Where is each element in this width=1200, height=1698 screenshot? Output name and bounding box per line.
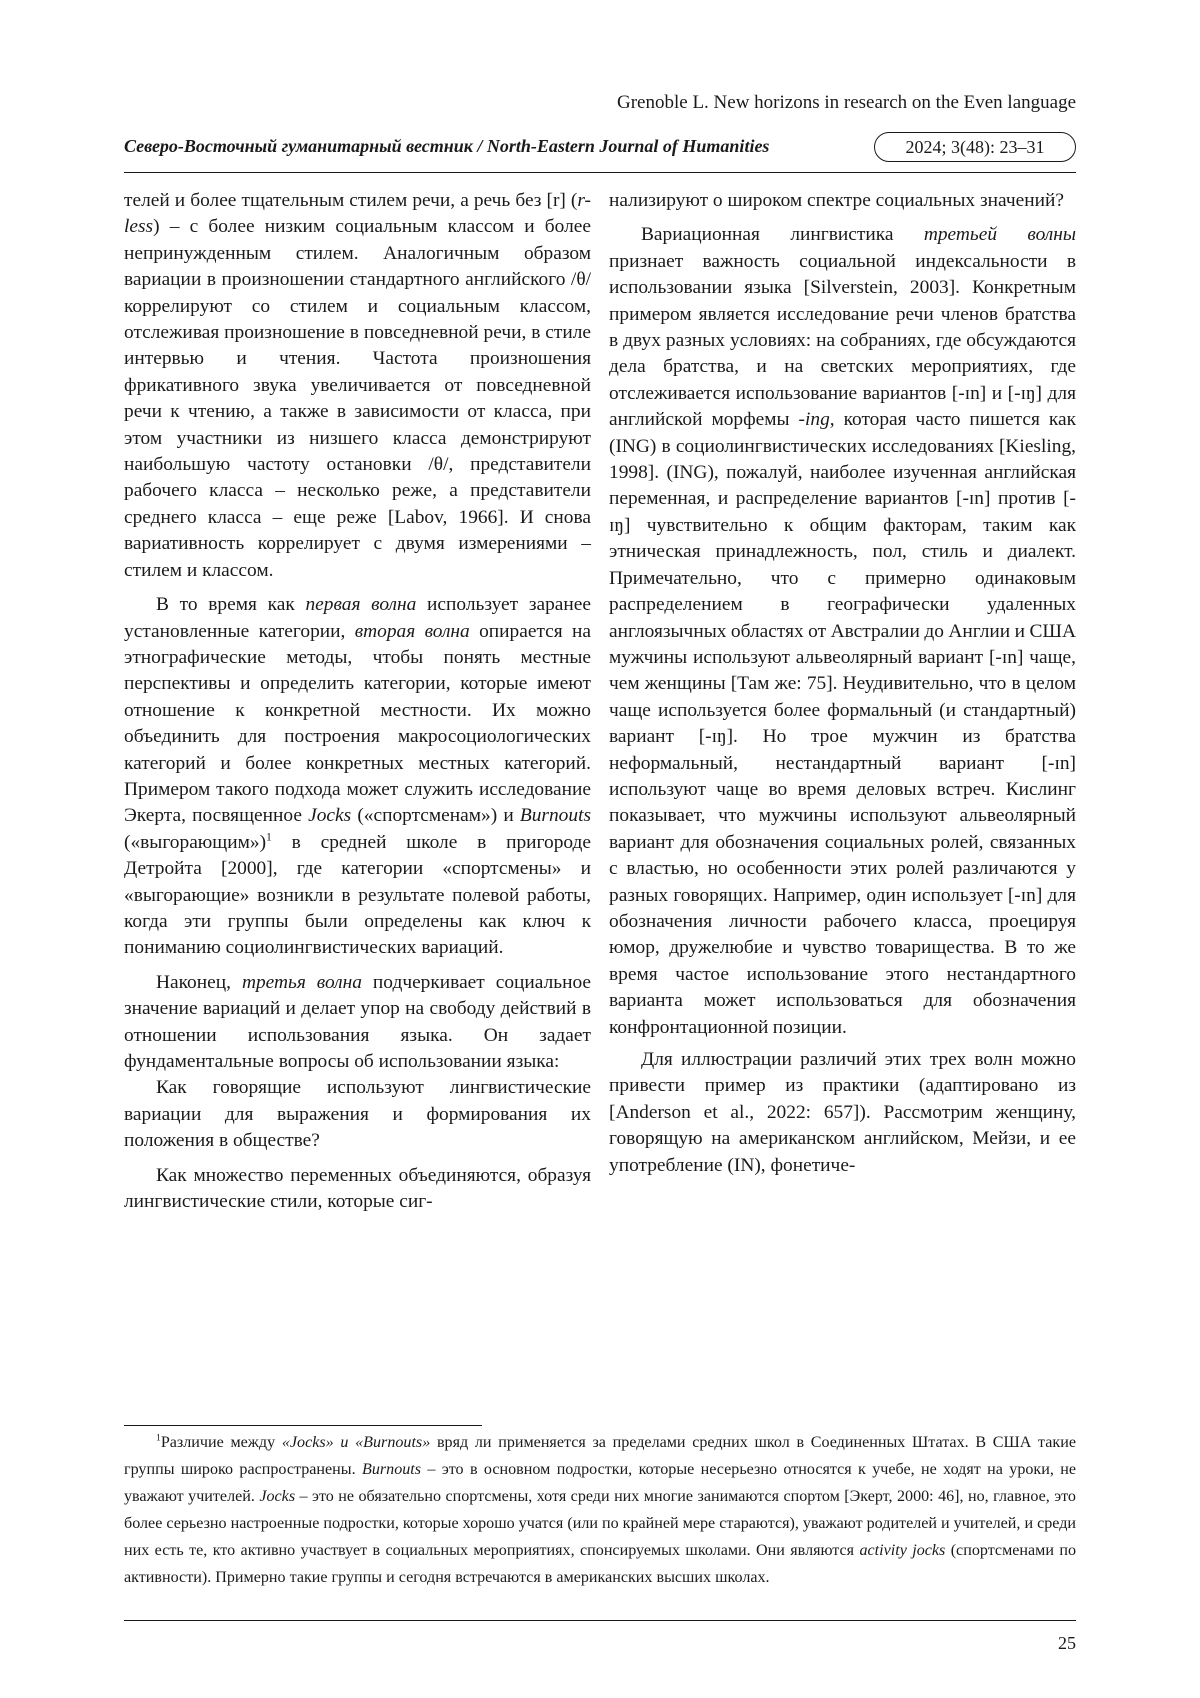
text-run: признает важность социальной индексальности в использовании языка [Silverstein, 2003]. Конкретным примером является исследование речи членов братства в двух разных условиях: на собраниях, где обсуждаются дела братства, и на светских мероприятиях, где отслеживается использование вариантов [-ɪn] и [-ɪŋ] для английской морфемы: [609, 250, 1076, 431]
text-run: вряд ли применяется за пределами средних школ в Соединенных Штатах. В США такие группы широко распространены.: [124, 1434, 1076, 1478]
text-run: – это не обязательно спортсмены, хотя среди них многие занимаются спортом [Экерт, 2000: 46], но, главное, это более серьезно настроенные подростки, которые хорошо учатся (или по крайней мере стараются), уважают родителей и учителей, и среди них есть те, кто активно участвует в социальных мероприятиях, спонсируемых школами. Они являются: [124, 1488, 1077, 1559]
italic-run: Jocks: [308, 805, 352, 827]
text-run: в средней школе в пригороде Детройта [2000], где категории «спортсмены» и «выгорающие» возникли в результате полевой работы, когда эти группы были определены как ключ к пониманию социолингвистических вариаций.: [124, 831, 591, 959]
italic-run: Jocks: [259, 1488, 296, 1505]
text-run: Наконец,: [156, 971, 242, 993]
italic-run: вторая волна: [354, 620, 470, 642]
italic-run: -ing: [798, 409, 830, 431]
italic-run: Burnouts: [519, 805, 591, 827]
journal-title: Северо-Восточный гуманитарный вестник / North-Eastern Journal of Humanities: [124, 136, 770, 156]
text-run: («спортсменам») и: [351, 805, 520, 827]
running-head: Grenoble L. New horizons in research on the Even language: [617, 92, 1076, 113]
issue-badge: 2024; 3(48): 23–31: [874, 132, 1076, 162]
text-run: Вариационная лингвистика: [641, 224, 924, 246]
paragraph: [609, 188, 1076, 214]
text-run: Различие между: [160, 1434, 282, 1451]
left-column: [124, 188, 591, 1215]
right-column: [609, 188, 1076, 1179]
text-run: телей и более тщательным стилем речи, а речь без [r] (: [124, 190, 578, 211]
paragraph: [124, 1075, 591, 1154]
text-run: подчеркивает социальное значение вариаций и делает упор на свободу действий в отношении использования языка. Он задает фундаментальные вопросы об использовании языка:: [124, 971, 591, 1072]
text-run: использует заранее установленные категории,: [124, 594, 591, 642]
italic-run: r-less: [124, 190, 591, 238]
footnote-marker: 1: [266, 830, 272, 844]
text-run: опирается на этнографические методы, чтобы понять местные перспективы и определить категории, которые имеют отношение к конкретной местности. Их можно объединить для построения макросоциологических категорий и более конкретных местных категорий. Примером такого подхода может служить исследование Экерта, посвященное: [124, 620, 592, 827]
paragraph: [124, 188, 591, 584]
footer-rule: [124, 1620, 1076, 1621]
paragraph: [124, 1163, 591, 1216]
text-run: – это в основном подростки, которые несерьезно относятся к учебе, не ходят на уроки, не уважают учителей.: [124, 1461, 1076, 1505]
journal-header: [124, 130, 1076, 170]
text-run: Как множество переменных объединяются, образуя лингвистические стили, которые сиг-: [124, 1164, 591, 1213]
paragraph: [609, 1047, 1076, 1179]
footnote-text: [124, 1429, 1076, 1591]
italic-run: третья волна: [241, 971, 362, 993]
italic-run: activity jocks: [859, 1542, 946, 1559]
italic-run: Burnouts: [362, 1461, 422, 1478]
footnote-rule: [124, 1425, 482, 1426]
page-number: 25: [1058, 1633, 1076, 1653]
footnote-marker: 1: [156, 1432, 161, 1444]
text-run: Для иллюстрации различий этих трех волн можно привести пример из практики (адаптировано из [Anderson et al., 2022: 657]). Рассмотрим женщину, говорящую на американском английском, Мейзи, и ее употребление (IN), фонетиче-: [609, 1049, 1076, 1176]
italic-run: третьей волны: [923, 224, 1076, 246]
text-run: ) – с более низким социальным классом и более непринужденным стилем. Аналогичным образом вариации в произношении стандартного английского /θ/ коррелируют со стилем и социальным классом, отслеживая произношение в повседневной речи, в стиле интервью и чтения. Частота произношения фрикативного звука увеличивается от повседневной речи к чтению, а также в зависимости от класса, при этом участники из низшего класса демонстрируют наибольшую частоту остановки /θ/, представители рабочего класса – несколько реже, а представители среднего класса – еще реже [Labov, 1966]. И снова вариативность коррелирует с двумя измерениями – стилем и классом.: [124, 216, 591, 581]
paragraph: [609, 222, 1076, 1041]
text-run: Как говорящие используют лингвистические вариации для выражения и формирования их положения в обществе?: [124, 1077, 591, 1152]
italic-run: первая волна: [305, 594, 417, 616]
text-run: , которая часто пишется как (ING) в социолингвистических исследованиях [Kiesling, 1998]. (ING), пожалуй, наиболее изученная английская переменная, и распределение вариантов [-ɪn] против [-ɪŋ] чувствительно к общим факторам, таким как этническая принадлежность, пол, стиль и диалект. Примечательно, что с примерно одинаковым распределением в географически удаленных англоязычных областях от Австралии до Англии и США мужчины используют альвеолярный вариант [-ɪn] чаще, чем женщины [Там же: 75]. Неудивительно, что в целом чаще используется более формальный (и стандартный) вариант [-ɪŋ]. Но трое мужчин из братства неформальный, нестандартный вариант [-ɪn] используют чаще во время деловых встреч. Кислинг показывает, что мужчины используют альвеолярный вариант для обозначения социальных ролей, связанных с властью, но особенности этих ролей различаются у разных говорящих. Например, один использует [-ɪn] для обозначения личности рабочего класса, проецируя юмор, дружелюбие и чувство товарищества. В то же время частое использование этого нестандартного варианта может использоваться для обозначения конфронтационной позиции.: [609, 409, 1076, 1038]
paragraph: [124, 592, 591, 962]
text-run: («выгорающим»): [124, 831, 267, 853]
text-run: нализируют о широком спектре социальных значений?: [609, 190, 1064, 211]
italic-run: «Jocks» и «Burnouts»: [281, 1434, 431, 1451]
paragraph: [124, 970, 591, 1076]
header-rule: [124, 172, 1076, 173]
footnote: [124, 1429, 1076, 1591]
text-run: (спортсменами по активности). Примерно такие группы и сегодня встречаются в американских высших школах.: [124, 1542, 1076, 1586]
text-run: В то время как: [156, 594, 306, 616]
